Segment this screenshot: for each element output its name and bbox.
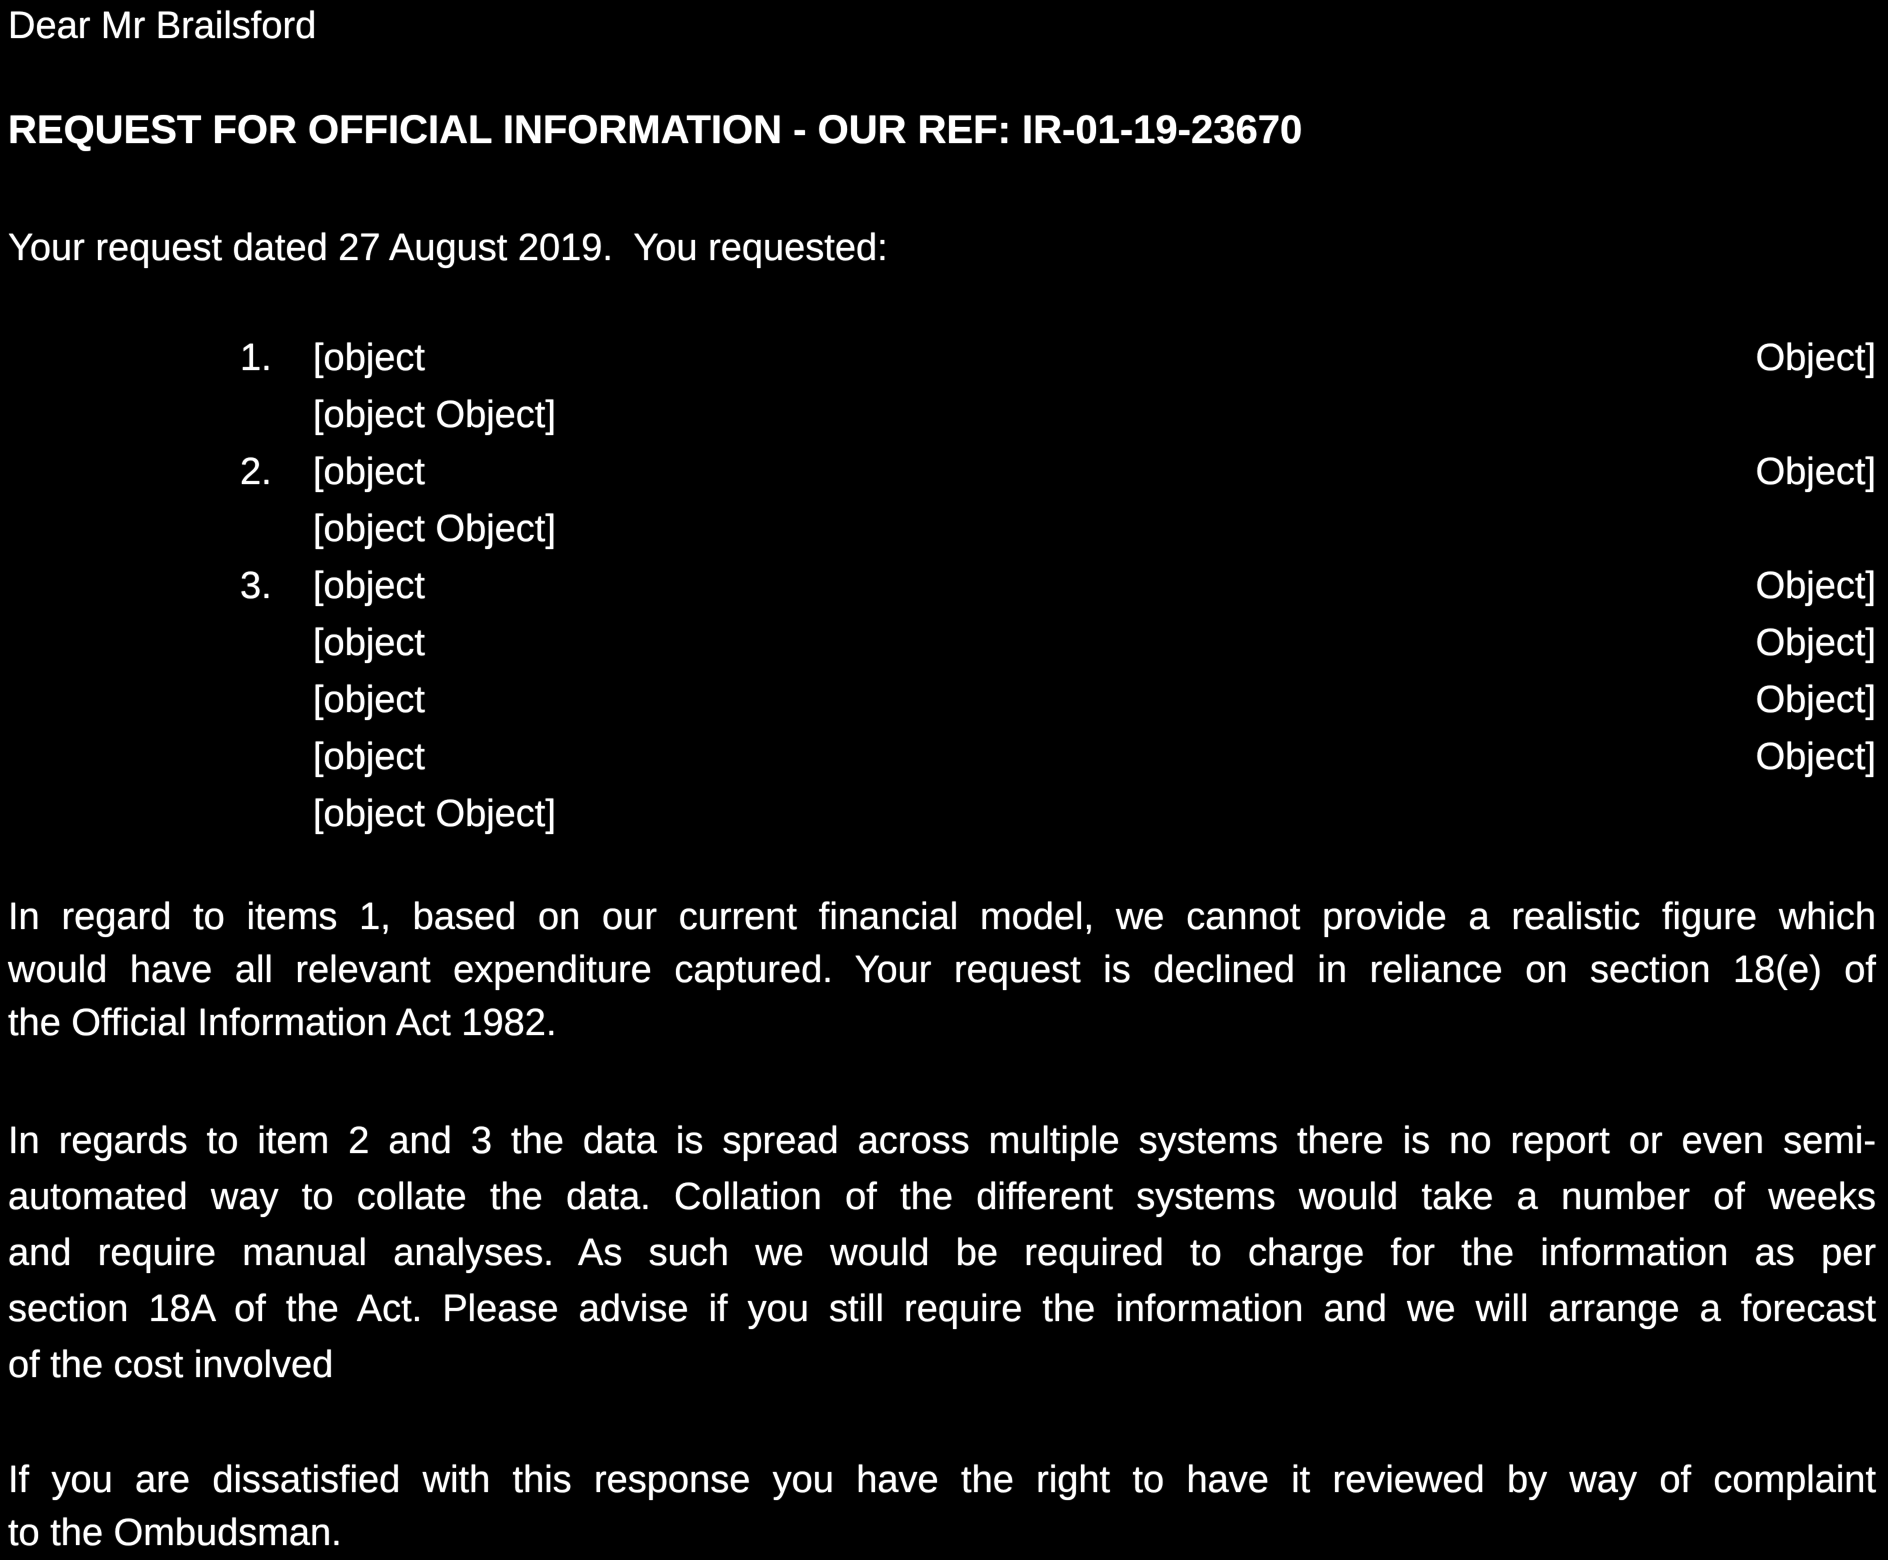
subject-heading: REQUEST FOR OFFICIAL INFORMATION - OUR REF: IR-01-19-23670 (8, 108, 1303, 152)
request-item-line: [object Object] (313, 565, 1876, 607)
paragraph-items2-3-charge-response (8, 1113, 1876, 1393)
paragraph-line: to the Ombudsman. (8, 1512, 342, 1554)
request-item (240, 558, 1876, 843)
paragraph-line: section 18A of the Act. Please advise if you still require the information and we will arrange a forecast (8, 1288, 1876, 1330)
request-item-line: [object Object] (313, 622, 1876, 664)
request-items-list (240, 330, 1876, 843)
paragraph-line: If you are dissatisfied with this response you have the right to have it reviewed by way of complaint (8, 1459, 1876, 1501)
request-item-text (313, 330, 1876, 444)
paragraph-line: would have all relevant expenditure captured. Your request is declined in reliance on section 18(e) of (8, 949, 1876, 991)
paragraph-item1-decline-response (8, 891, 1876, 1050)
request-item (240, 444, 1876, 558)
request-item-line: [object Object] (313, 451, 1876, 493)
paragraph-ombudsman-review-rights (8, 1454, 1876, 1560)
request-item-line: [object Object] (313, 679, 1876, 721)
request-item-text (313, 558, 1876, 843)
salutation: Dear Mr Brailsford (8, 5, 317, 47)
paragraph-line: the Official Information Act 1982. (8, 1002, 557, 1044)
request-item-number: 2. (240, 451, 272, 493)
request-item-line: [object Object] (313, 508, 556, 550)
request-item-line: [object Object] (313, 394, 556, 436)
paragraph-line: of the cost involved (8, 1344, 334, 1386)
paragraph-line: automated way to collate the data. Collation of the different systems would take a number of weeks (8, 1176, 1876, 1218)
paragraph-line: In regards to item 2 and 3 the data is spread across multiple systems there is no report or even semi- (8, 1120, 1876, 1162)
request-item-number: 1. (240, 337, 272, 379)
paragraph-line: In regard to items 1, based on our current financial model, we cannot provide a realistic figure which (8, 896, 1876, 938)
request-item-line: [object Object] (313, 736, 1876, 778)
request-item-number: 3. (240, 565, 272, 607)
request-item-line: [object Object] (313, 793, 556, 835)
request-intro: Your request dated 27 August 2019. You requested: (8, 227, 888, 269)
request-item-line: [object Object] (313, 337, 1876, 379)
paragraph-line: and require manual analyses. As such we would be required to charge for the information as per (8, 1232, 1876, 1274)
request-item (240, 330, 1876, 444)
request-item-text (313, 444, 1876, 558)
